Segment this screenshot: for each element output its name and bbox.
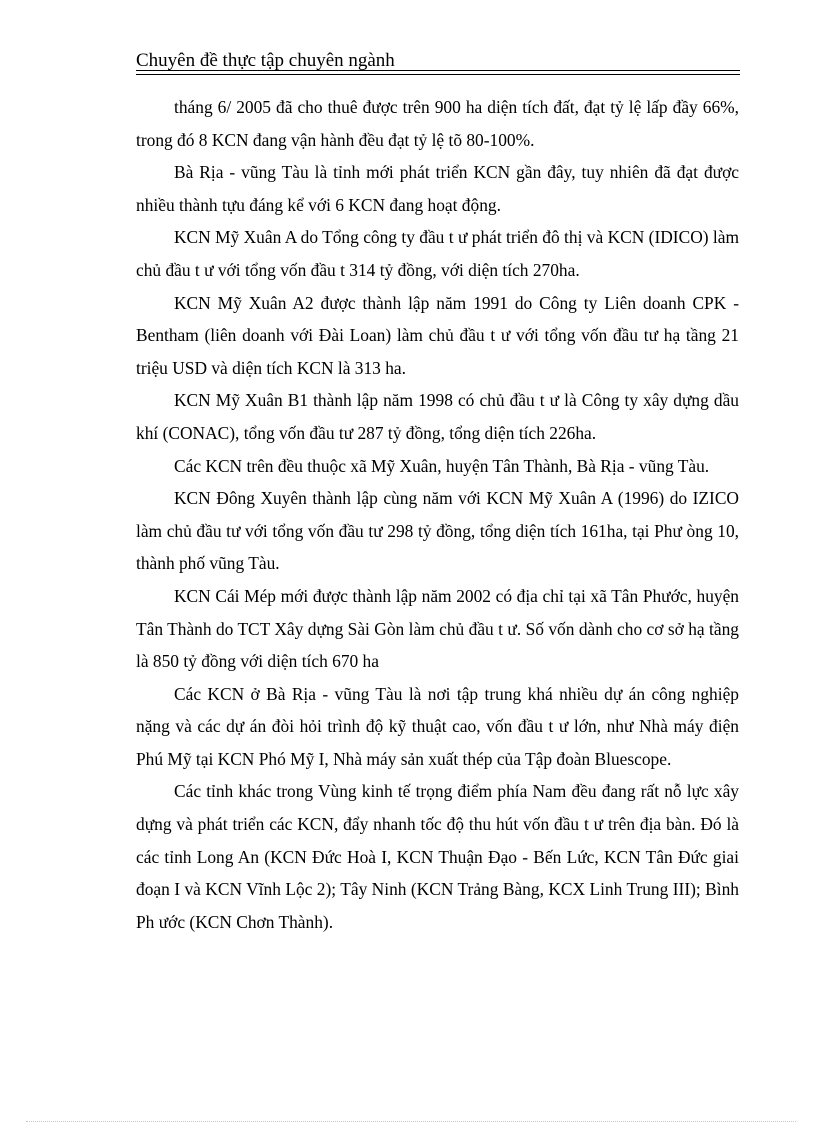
page-bottom-border: [26, 1121, 796, 1122]
header-title: Chuyên đề thực tập chuyên ngành: [136, 50, 395, 71]
header-rule-thick: [136, 70, 740, 71]
paragraph-9: Các KCN ở Bà Rịa - vũng Tàu là nơi tập trung khá nhiều dự án công nghiệp nặng và các dự án đòi hỏi trình độ kỹ thuật cao, vốn đầu t ư lớn, như Nhà máy điện Phú Mỹ tại KCN Phó Mỹ I, Nhà máy sản xuất thép của Tập đoàn Bluescope.: [136, 683, 739, 769]
body-text: [136, 91, 739, 938]
header-rule-thin: [136, 74, 740, 75]
paragraph-1: tháng 6/ 2005 đã cho thuê được trên 900 ha diện tích đất, đạt tỷ lệ lấp đầy 66%, trong đó 8 KCN đang vận hành đều đạt tỷ lệ tõ 80-100%.: [136, 97, 739, 150]
paragraph-6: Các KCN trên đều thuộc xã Mỹ Xuân, huyện Tân Thành, Bà Rịa - vũng Tàu.: [174, 455, 710, 476]
paragraph-7: KCN Đông Xuyên thành lập cùng năm với KCN Mỹ Xuân A (1996) do IZICO làm chủ đầu tư với tổng vốn đầu tư 298 tỷ đồng, tổng diện tích 161ha, tại Phư òng 10, thành phố vũng Tàu.: [136, 488, 739, 574]
paragraph-3: KCN Mỹ Xuân A do Tổng công ty đầu t ư phát triển đô thị và KCN (IDICO) làm chủ đầu t ư với tổng vốn đầu t 314 tỷ đồng, với diện tích 270ha.: [136, 227, 739, 280]
page-header: [136, 50, 740, 76]
paragraph-2: Bà Rịa - vũng Tàu là tỉnh mới phát triển KCN gần đây, tuy nhiên đã đạt được nhiều thành tựu đáng kể với 6 KCN đang hoạt động.: [136, 162, 739, 215]
paragraph-5: KCN Mỹ Xuân B1 thành lập năm 1998 có chủ đầu t ư là Công ty xây dựng dầu khí (CONAC), tổng vốn đầu tư 287 tỷ đồng, tổng diện tích 226ha.: [136, 390, 739, 443]
paragraph-4: KCN Mỹ Xuân A2 được thành lập năm 1991 do Công ty Liên doanh CPK - Bentham (liên doanh với Đài Loan) làm chủ đầu t ư với tổng vốn đầu tư hạ tầng 21 triệu USD và diện tích KCN là 313 ha.: [136, 292, 739, 378]
paragraph-10: Các tỉnh khác trong Vùng kinh tế trọng điểm phía Nam đều đang rất nỗ lực xây dựng và phát triển các KCN, đẩy nhanh tốc độ thu hút vốn đầu t ư trên địa bàn. Đó là các tỉnh Long An (KCN Đức Hoà I, KCN Thuận Đạo - Bến Lức, KCN Tân Đức giai đoạn I và KCN Vĩnh Lộc 2); Tây Ninh (KCN Trảng Bàng, KCX Linh Trung III); Bình Ph ước (KCN Chơn Thành).: [136, 781, 739, 932]
paragraph-8: KCN Cái Mép mới được thành lập năm 2002 có địa chỉ tại xã Tân Phước, huyện Tân Thành do TCT Xây dựng Sài Gòn làm chủ đầu t ư. Số vốn dành cho cơ sở hạ tầng là 850 tỷ đồng với diện tích 670 ha: [136, 585, 739, 672]
